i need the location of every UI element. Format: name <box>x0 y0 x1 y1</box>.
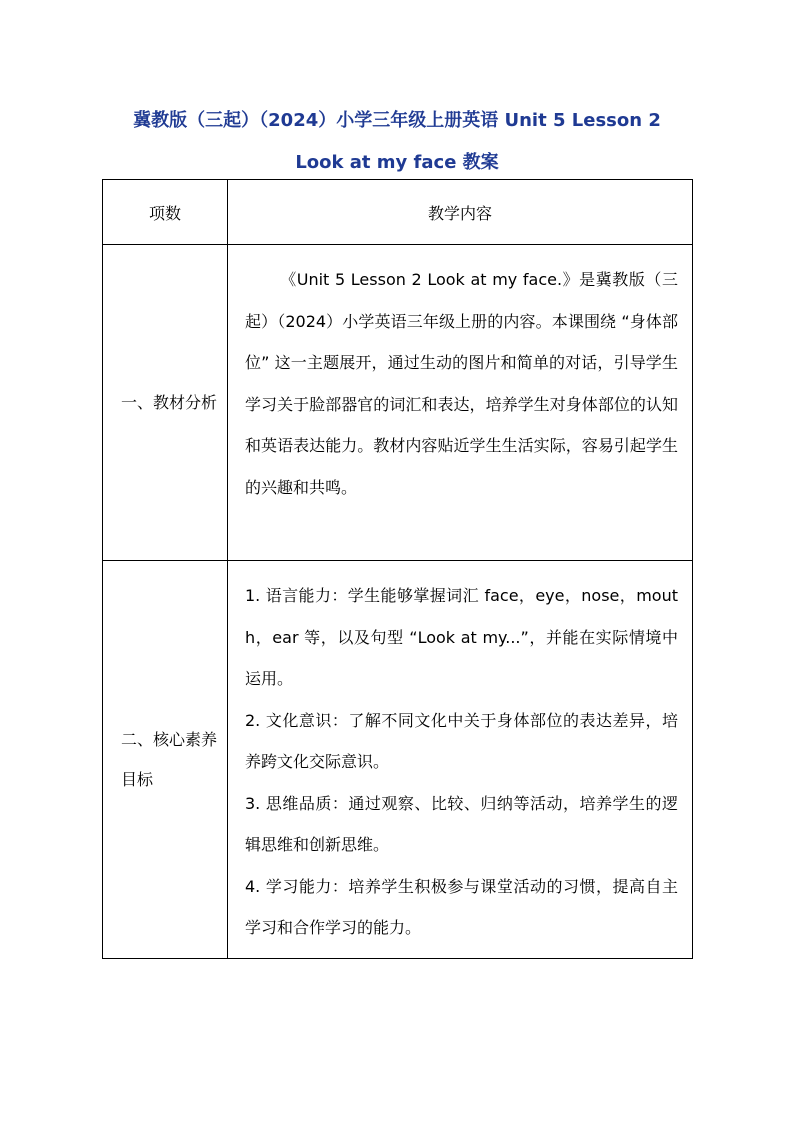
core-literacy-goals-content <box>228 561 693 959</box>
header-teaching-content: 教学内容 <box>228 180 693 245</box>
row-label-core-literacy-goals: 二、核心素养目标 <box>103 561 228 959</box>
goal-item-cultural-awareness: 2. 文化意识：了解不同文化中关于身体部位的表达差异，培养跨文化交际意识。 <box>245 710 678 771</box>
table-header-row <box>103 180 693 245</box>
goal-item-thinking-quality: 3. 思维品质：通过观察、比较、归纳等活动，培养学生的逻辑思维和创新思维。 <box>245 793 678 854</box>
lesson-plan-table <box>102 179 693 959</box>
document-title-line-1: 冀教版（三起）（2024）小学三年级上册英语 Unit 5 Lesson 2 <box>133 110 661 131</box>
document-title-line-2: Look at my face 教案 <box>295 152 499 173</box>
table-row-core-literacy-goals <box>103 561 693 959</box>
table-row-material-analysis <box>103 245 693 561</box>
material-analysis-paragraph: 《Unit 5 Lesson 2 Look at my face.》是冀教版（三起）（2024）小学英语三年级上册的内容。本课围绕 “身体部位” 这一主题展开，通过生动的图片和简单的对话，引导学生学习关于脸部器官的词汇和表达，培养学生对身体部位的认知和英语表达能力。教材内容贴近学生生活实际，容易引起学生的兴趣和共鸣。 <box>245 270 678 497</box>
goal-item-learning-ability: 4. 学习能力：培养学生积极参与课堂活动的习惯，提高自主学习和合作学习的能力。 <box>245 876 678 937</box>
material-analysis-content <box>228 245 693 561</box>
goal-item-language-ability: 1. 语言能力：学生能够掌握词汇 face，eye，nose，mouth，ear 等，以及句型 “Look at my...”，并能在实际情境中运用。 <box>245 586 678 688</box>
header-item-number: 项数 <box>103 180 228 245</box>
row-label-material-analysis: 一、教材分析 <box>103 245 228 561</box>
